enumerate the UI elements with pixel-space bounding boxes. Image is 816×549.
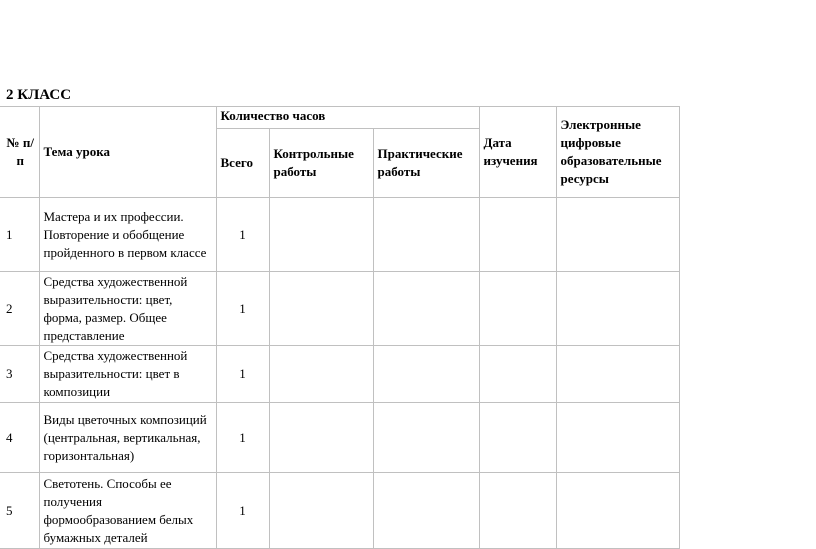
header-hours-group: Количество часов — [216, 107, 479, 129]
row-number: 1 — [0, 198, 39, 272]
row-practical — [373, 198, 479, 272]
row-number: 2 — [0, 272, 39, 346]
row-control — [269, 346, 373, 403]
row-date — [479, 473, 556, 549]
table-row — [0, 272, 679, 346]
table-row — [0, 403, 679, 473]
row-date — [479, 346, 556, 403]
row-control — [269, 272, 373, 346]
row-practical — [373, 272, 479, 346]
row-topic: Виды цветочных композиций (центральная, вертикальная, горизонтальная) — [39, 403, 216, 473]
row-total: 1 — [216, 198, 269, 272]
row-control — [269, 473, 373, 549]
row-resources — [556, 346, 679, 403]
section-heading: 2 КЛАСС — [6, 87, 72, 103]
row-topic: Светотень. Способы ее получения формообразованием белых бумажных деталей — [39, 473, 216, 549]
header-topic: Тема урока — [39, 107, 216, 198]
row-total: 1 — [216, 403, 269, 473]
table-row — [0, 473, 679, 549]
row-control — [269, 198, 373, 272]
row-total: 1 — [216, 473, 269, 549]
header-control: Контрольные работы — [269, 129, 373, 198]
table-body — [0, 198, 679, 549]
row-date — [479, 198, 556, 272]
row-number: 5 — [0, 473, 39, 549]
row-total: 1 — [216, 272, 269, 346]
row-resources — [556, 198, 679, 272]
row-date — [479, 403, 556, 473]
row-practical — [373, 346, 479, 403]
header-practical: Практические работы — [373, 129, 479, 198]
row-practical — [373, 403, 479, 473]
header-total: Всего — [216, 129, 269, 198]
row-control — [269, 403, 373, 473]
row-practical — [373, 473, 479, 549]
row-topic: Средства художественной выразительности: цвет в композиции — [39, 346, 216, 403]
row-topic: Мастера и их профессии. Повторение и обобщение пройденного в первом классе — [39, 198, 216, 272]
header-number: № п/п — [0, 107, 39, 198]
header-resources: Электронные цифровые образовательные ресурсы — [556, 107, 679, 198]
table-row — [0, 346, 679, 403]
table-row — [0, 198, 679, 272]
header-date: Дата изучения — [479, 107, 556, 198]
row-number: 3 — [0, 346, 39, 403]
lesson-plan-table — [0, 106, 680, 549]
row-resources — [556, 473, 679, 549]
row-number: 4 — [0, 403, 39, 473]
row-resources — [556, 403, 679, 473]
row-topic: Средства художественной выразительности: цвет, форма, размер. Общее представление — [39, 272, 216, 346]
row-resources — [556, 272, 679, 346]
row-total: 1 — [216, 346, 269, 403]
row-date — [479, 272, 556, 346]
